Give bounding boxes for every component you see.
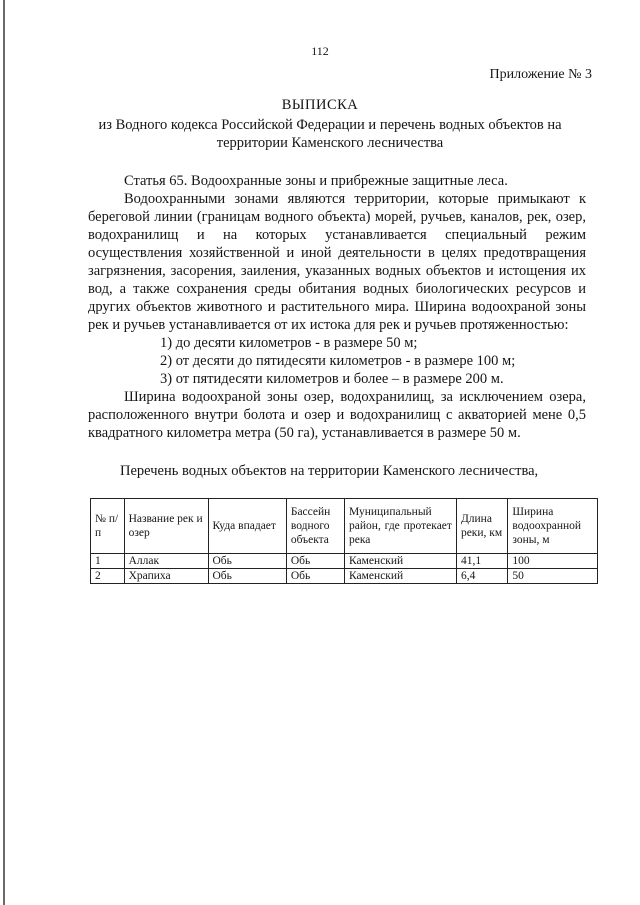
article-text — [88, 172, 586, 442]
table-cell: 1 — [91, 554, 125, 569]
list-item-3: 3) от пятидесяти километров и более – в размере 200 м. — [160, 371, 504, 387]
header-number: № п/п — [91, 499, 125, 554]
table-cell: Обь — [286, 569, 344, 584]
article-heading: Статья 65. Водоохранные зоны и прибрежные защитные леса. — [124, 173, 508, 189]
table-cell: 100 — [508, 554, 598, 569]
document-subtitle — [80, 116, 580, 152]
table-cell: Обь — [208, 569, 286, 584]
header-zone-width: Ширина водоохранной зоны, м — [508, 499, 598, 554]
article-paragraph-2: Ширина водоохраной зоны озер, водохранилищ, за исключением озера, расположенного внутри болота и озер и водохранилищ с акваторией мене 0,5 квадратного километра метра (50 га), устанавливается в размере 50 м. — [88, 389, 586, 441]
page-number: 112 — [311, 44, 329, 58]
water-objects-table — [90, 498, 598, 584]
table-cell: Аллак — [124, 554, 208, 569]
list-item-1: 1) до десяти километров - в размере 50 м; — [160, 335, 418, 351]
table-cell: Храпиха — [124, 569, 208, 584]
page-edge-line — [3, 0, 5, 905]
table-row — [91, 569, 598, 584]
subtitle-line-2: территории Каменского лесничества — [216, 135, 444, 151]
table-cell: Обь — [286, 554, 344, 569]
table-row — [91, 554, 598, 569]
list-item-2: 2) от десяти до пятидесяти километров - в размере 100 м; — [160, 353, 516, 369]
article-paragraph-1: Водоохранными зонами являются территории, которые примыкают к береговой линии (границам водного объекта) морей, ручьев, каналов, рек, озер, водохранилищ и на которых устанавливается специальный режим осуществления хозяйственной и иной деятельности в целях предотвращения загрязнения, засорения, заиления, указанных водных объектов и истощения их вод, а также сохранения среды обитания водных биологических ресурсов и других объектов животного и растительного мира. Ширина водоохраной зоны рек и ручьев устанавливается от их истока для рек и ручьев протяженностью: — [88, 191, 586, 333]
table-cell: 41,1 — [456, 554, 507, 569]
header-district: Муниципальный район, где протекает река — [345, 499, 457, 554]
table-cell: Каменский — [345, 569, 457, 584]
table-cell: Каменский — [345, 554, 457, 569]
table-cell: 50 — [508, 569, 598, 584]
document-title: ВЫПИСКА — [281, 97, 359, 113]
table-header-row — [91, 499, 598, 554]
header-flows-into: Куда впадает — [208, 499, 286, 554]
table-cell: 2 — [91, 569, 125, 584]
header-basin: Бассейн водного объекта — [286, 499, 344, 554]
header-name: Название рек и озер — [124, 499, 208, 554]
appendix-label: Приложение № 3 — [489, 67, 592, 82]
header-length: Длина реки, км — [456, 499, 507, 554]
subtitle-line-1: из Водного кодекса Российской Федерации и перечень водных объектов на — [98, 117, 562, 133]
list-heading: Перечень водных объектов на территории Каменского лесничества, — [120, 463, 539, 479]
table-cell: 6,4 — [456, 569, 507, 584]
table-cell: Обь — [208, 554, 286, 569]
